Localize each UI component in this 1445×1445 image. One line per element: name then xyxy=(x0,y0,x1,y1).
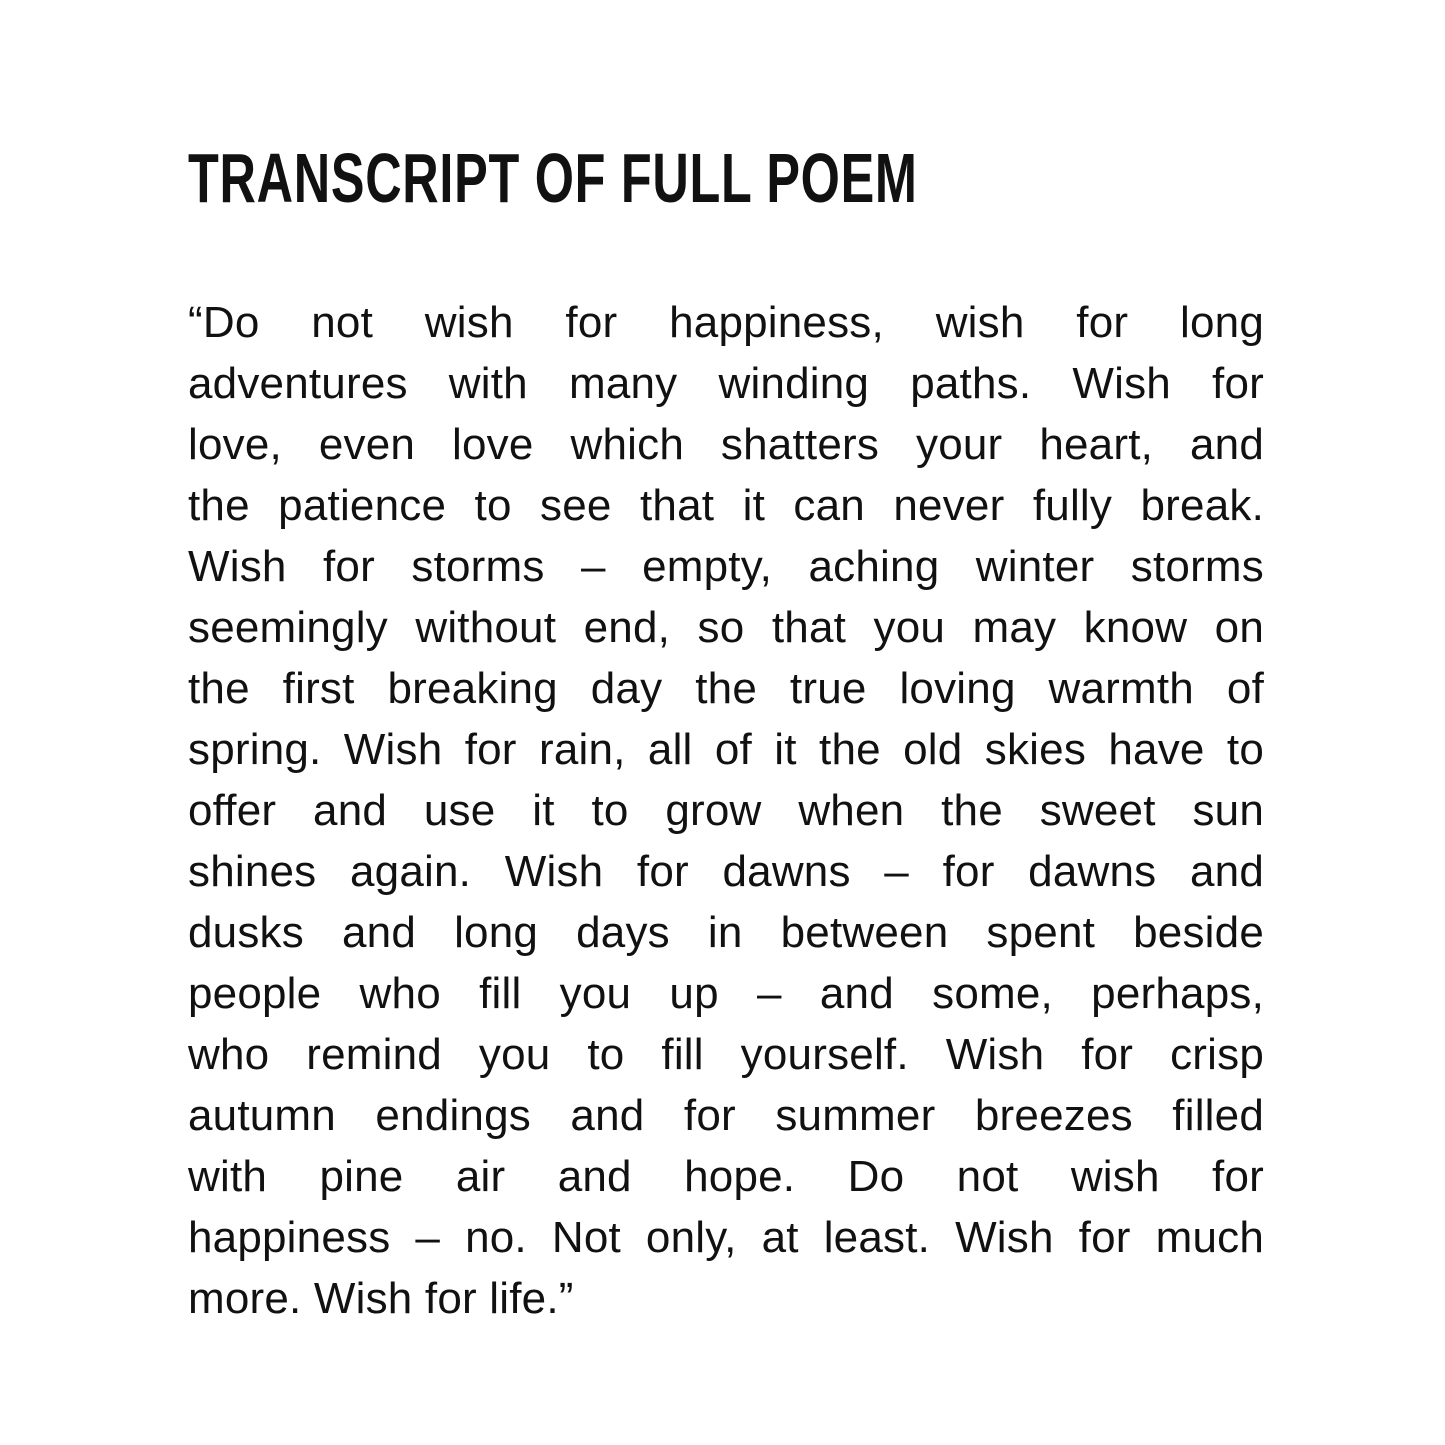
poem-line: adventures with many winding paths. Wish for xyxy=(188,359,1264,408)
poem-line: “Do not wish for happiness, wish for long xyxy=(188,298,1264,347)
poem-line: with pine air and hope. Do not wish for xyxy=(188,1152,1264,1201)
poem-line: who remind you to fill yourself. Wish for crisp xyxy=(188,1030,1264,1079)
poem-line: Wish for storms – empty, aching winter storms xyxy=(188,542,1264,591)
poem-body xyxy=(188,292,1264,1329)
poem-line: people who fill you up – and some, perhaps, xyxy=(188,969,1264,1018)
poem-line: dusks and long days in between spent beside xyxy=(188,908,1264,957)
page-title: TRANSCRIPT OF FULL POEM xyxy=(188,139,918,217)
poem-line: offer and use it to grow when the sweet sun xyxy=(188,786,1264,835)
poem-line: more. Wish for life.” xyxy=(188,1274,574,1323)
poem-line: the first breaking day the true loving warmth of xyxy=(188,664,1264,713)
poem-line: shines again. Wish for dawns – for dawns and xyxy=(188,847,1264,896)
poem-line: autumn endings and for summer breezes filled xyxy=(188,1091,1264,1140)
poem-line: the patience to see that it can never fully break. xyxy=(188,481,1264,530)
poem-line: love, even love which shatters your heart, and xyxy=(188,420,1264,469)
poem-line: seemingly without end, so that you may know on xyxy=(188,603,1264,652)
poem-line: spring. Wish for rain, all of it the old skies have to xyxy=(188,725,1264,774)
poem-line: happiness – no. Not only, at least. Wish for much xyxy=(188,1213,1264,1262)
